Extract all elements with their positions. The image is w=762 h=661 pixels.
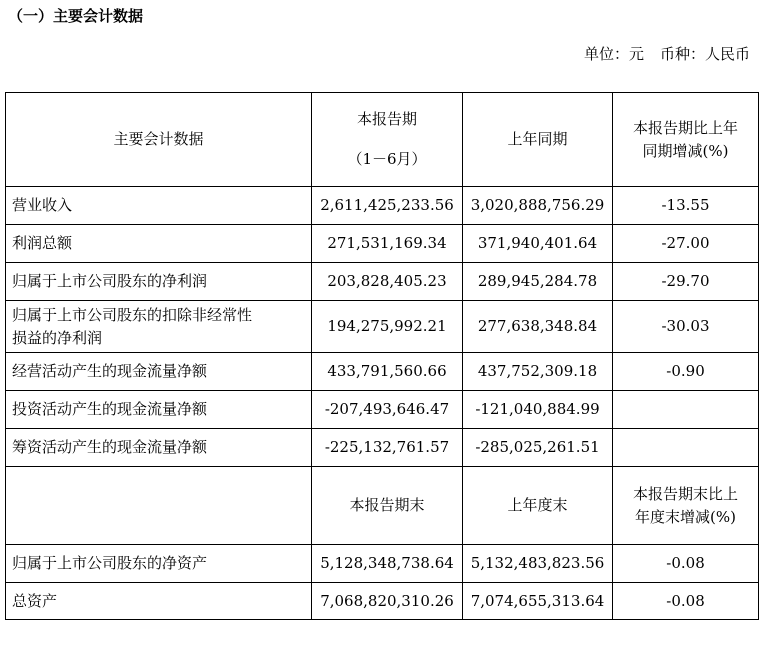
table-row (6, 545, 759, 583)
header-current-period-line1: 本报告期 (356, 110, 417, 128)
row-prior: 277,638,348.84 (463, 301, 613, 353)
row-current: -225,132,761.57 (312, 429, 463, 467)
row-current: 271,531,169.34 (312, 225, 463, 263)
header-change-line1: 本报告期比上年 (632, 118, 738, 137)
row-label: 投资活动产生的现金流量净额 (6, 391, 312, 429)
table-row (6, 187, 759, 225)
row-prior: 437,752,309.18 (463, 353, 613, 391)
row-change: -0.90 (613, 353, 759, 391)
subheader-prior-year-end: 上年度末 (463, 467, 613, 545)
row-change: -27.00 (613, 225, 759, 263)
row-prior: 5,132,483,823.56 (463, 545, 613, 583)
currency-label: 币种：人民币 (659, 45, 750, 63)
subheader-change-line2: 年度末增减(%) (635, 507, 736, 526)
table-row (6, 391, 759, 429)
table-row (6, 225, 759, 263)
unit-currency-line (584, 44, 750, 64)
row-label-line2: 损益的净利润 (12, 328, 103, 347)
table-row (6, 353, 759, 391)
key-accounting-data-table (5, 92, 759, 620)
row-current: 194,275,992.21 (312, 301, 463, 353)
row-current: 433,791,560.66 (312, 353, 463, 391)
row-change: -0.08 (613, 583, 759, 620)
header-prior-period: 上年同期 (463, 93, 613, 187)
row-current: 7,068,820,310.26 (312, 583, 463, 620)
row-label: 利润总额 (6, 225, 312, 263)
row-current: 5,128,348,738.64 (312, 545, 463, 583)
table-subheader-row (6, 467, 759, 545)
row-label: 筹资活动产生的现金流量净额 (6, 429, 312, 467)
section-heading: （一）主要会计数据 (8, 7, 144, 25)
row-change (613, 429, 759, 467)
row-current: 2,611,425,233.56 (312, 187, 463, 225)
row-prior: -121,040,884.99 (463, 391, 613, 429)
row-label: 总资产 (6, 583, 312, 620)
row-label: 营业收入 (6, 187, 312, 225)
row-prior: -285,025,261.51 (463, 429, 613, 467)
row-change: -0.08 (613, 545, 759, 583)
header-change (613, 93, 759, 187)
row-prior: 289,945,284.78 (463, 263, 613, 301)
row-prior: 371,940,401.64 (463, 225, 613, 263)
table-row (6, 429, 759, 467)
table-row (6, 263, 759, 301)
header-current-period-line2: （1－6月） (347, 150, 427, 168)
row-change: -30.03 (613, 301, 759, 353)
table-row (6, 301, 759, 353)
header-main-data: 主要会计数据 (6, 93, 312, 187)
row-change: -13.55 (613, 187, 759, 225)
subheader-change-line1: 本报告期末比上 (632, 484, 738, 503)
row-label: 归属于上市公司股东的净资产 (6, 545, 312, 583)
row-change (613, 391, 759, 429)
row-label (6, 301, 312, 353)
row-label: 经营活动产生的现金流量净额 (6, 353, 312, 391)
header-change-line2: 同期增减(%) (642, 141, 729, 160)
row-current: -207,493,646.47 (312, 391, 463, 429)
subheader-empty (6, 467, 312, 545)
unit-label: 单位：元 (583, 45, 644, 63)
table-row (6, 583, 759, 620)
row-prior: 3,020,888,756.29 (463, 187, 613, 225)
row-label-line1: 归属于上市公司股东的扣除非经常性 (12, 305, 253, 324)
header-current-period (312, 93, 463, 187)
table-header-row (6, 93, 759, 187)
subheader-current-period-end: 本报告期末 (312, 467, 463, 545)
row-change: -29.70 (613, 263, 759, 301)
subheader-change (613, 467, 759, 545)
row-current: 203,828,405.23 (312, 263, 463, 301)
row-prior: 7,074,655,313.64 (463, 583, 613, 620)
row-label: 归属于上市公司股东的净利润 (6, 263, 312, 301)
